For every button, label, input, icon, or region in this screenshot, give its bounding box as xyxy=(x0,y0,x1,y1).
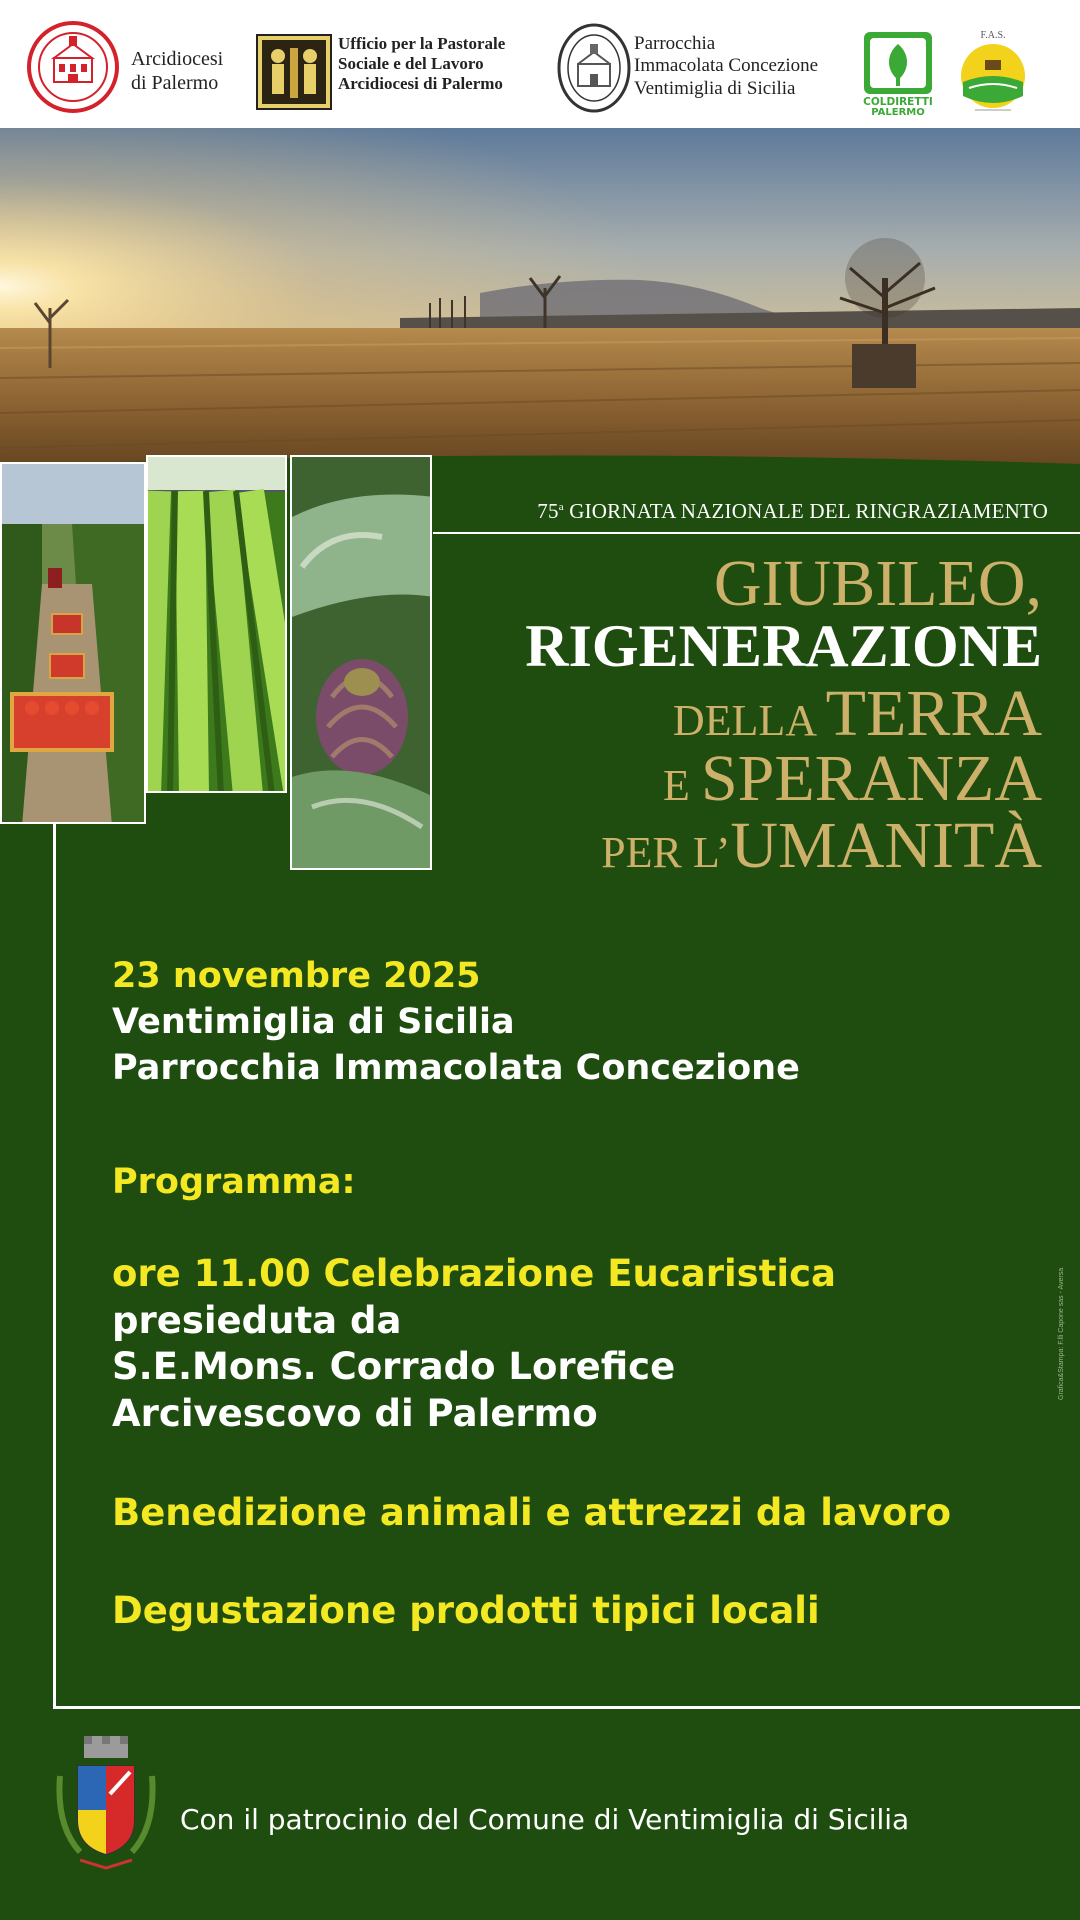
subtitle-ordinal: a xyxy=(558,501,564,513)
arcidiocesi-logo-text xyxy=(131,48,223,95)
title-line-umanita xyxy=(601,808,1042,884)
fas-label: F.A.S. xyxy=(980,30,1006,41)
parrocchia-seal-logo xyxy=(556,22,632,114)
title-speranza: SPERANZA xyxy=(700,742,1042,815)
fas-logo xyxy=(955,26,1031,116)
arcidiocesi-seal-logo xyxy=(26,20,120,114)
subtitle-divider xyxy=(433,532,1080,534)
parrocchia-logo-text xyxy=(634,33,818,100)
title-line-giubileo: GIUBILEO, xyxy=(713,547,1042,620)
ufficio-line-2: Sociale e del Lavoro xyxy=(338,54,484,74)
patronage-text: Con il patrocinio del Comune di Ventimiglia di Sicilia xyxy=(180,1803,910,1836)
coldiretti-name: COLDIRETTI xyxy=(863,96,933,108)
frame-bottom-border xyxy=(53,1706,1080,1709)
ufficio-pastorale-text xyxy=(338,34,505,94)
frame-left-border xyxy=(53,824,56,1709)
title-per: PER L’ xyxy=(601,828,731,877)
parrocchia-line-1: Parrocchia xyxy=(634,33,716,54)
title-umanita: UMANITÀ xyxy=(730,809,1042,882)
parrocchia-line-2: Immacolata Concezione xyxy=(634,55,819,77)
subtitle-number: 75 xyxy=(537,499,559,523)
program-tasting: Degustazione prodotti tipici locali xyxy=(112,1589,820,1632)
program-mass: ore 11.00 Celebrazione Eucaristica xyxy=(112,1252,836,1295)
ufficio-line-3: Arcidiocesi di Palermo xyxy=(338,74,503,94)
ufficio-line-1: Ufficio per la Pastorale xyxy=(338,34,506,53)
parrocchia-line-3: Ventimiglia di Sicilia xyxy=(634,77,796,99)
event-date: 23 novembre 2025 xyxy=(112,956,481,996)
program-presided-line-3: Arcivescovo di Palermo xyxy=(112,1392,598,1435)
program-presided-line-2: S.E.Mons. Corrado Lorefice xyxy=(112,1345,676,1388)
event-church: Parrocchia Immacolata Concezione xyxy=(112,1048,800,1088)
title-della: DELLA xyxy=(672,696,826,745)
print-credit: Grafica&Stampa: F.lli Capone sas - Aversa xyxy=(1058,1267,1065,1400)
arcidiocesi-line-1: Arcidiocesi xyxy=(131,48,224,70)
program-presided-line-1: presieduta da xyxy=(112,1299,402,1342)
program-blessing: Benedizione animali e attrezzi da lavoro xyxy=(112,1491,952,1534)
sunrise-field-image xyxy=(0,128,1080,480)
coldiretti-logo xyxy=(862,22,934,116)
subtitle-text: GIORNATA NAZIONALE DEL RINGRAZIAMENTO xyxy=(563,499,1048,523)
ufficio-pastorale-logo xyxy=(256,34,332,110)
coldiretti-city: PALERMO xyxy=(871,107,925,116)
program-heading: Programma: xyxy=(112,1162,356,1202)
title-line-speranza xyxy=(663,741,1042,817)
event-subtitle xyxy=(440,499,1048,524)
event-place: Ventimiglia di Sicilia xyxy=(112,1002,515,1042)
title-terra: TERRA xyxy=(825,677,1042,750)
arcidiocesi-line-2: di Palermo xyxy=(131,71,219,94)
artichoke-image xyxy=(290,455,432,870)
tomato-crates-image xyxy=(0,462,146,824)
comune-crest-logo xyxy=(50,1736,162,1872)
lettuce-rows-image xyxy=(146,455,287,793)
header-logo-bar xyxy=(0,0,1080,128)
title-e: E xyxy=(663,761,701,810)
title-line-rigenerazione: RIGENERAZIONE xyxy=(525,613,1042,679)
